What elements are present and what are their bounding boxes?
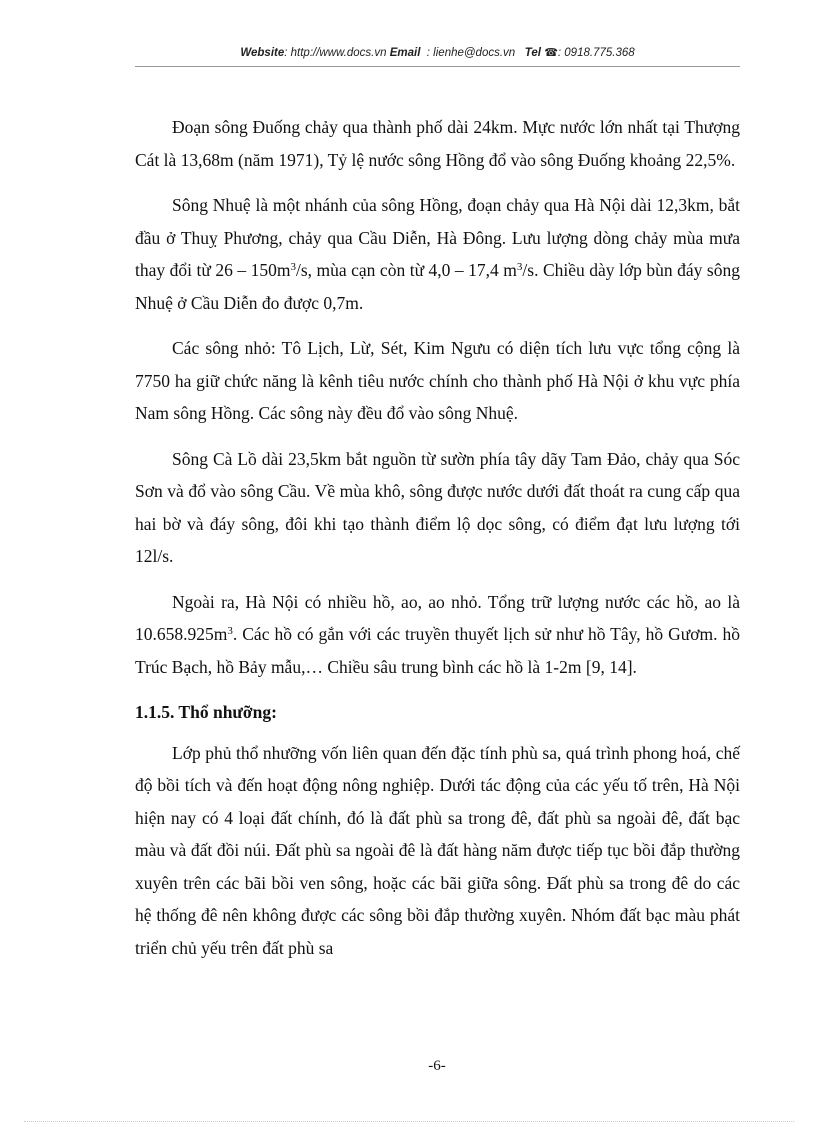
page-body <box>135 111 740 977</box>
paragraph-text: Ngoài ra, Hà Nội có nhiều hồ, ao, ao nhỏ. Tổng trữ lượng nước các hồ, ao là 10.658.925m <box>135 591 740 644</box>
superscript: 3 <box>227 625 233 637</box>
superscript: 3 <box>516 261 523 273</box>
paragraph-song-ca-lo: Sông Cà Lồ dài 23,5km bắt nguồn từ sườn phía tây dãy Tam Đảo, chảy qua Sóc Sơn và đổ vào sông Cầu. Về mùa khô, sông được nước dưới đất thoát ra cung cấp qua hai bờ và đáy sông, đôi khi tạo thành điểm lộ dọc sông, có điểm đạt lưu lượng tới 12l/s. <box>135 448 740 566</box>
tel-label: Tel <box>524 47 541 59</box>
paragraph-song-nho: Các sông nhỏ: Tô Lịch, Lừ, Sét, Kim Ngưu có diện tích lưu vực tổng cộng là 7750 ha giữ chức năng là kênh tiêu nước chính cho thành phố Hà Nội ở khu vực phía Nam sông Hồng. Các sông này đều đổ vào sông Nhuệ. <box>135 338 740 423</box>
paragraph-song-nhue <box>135 189 740 319</box>
paragraph-ho-ao <box>135 586 740 684</box>
paragraph-text: /s. Chiều dày lớp bùn đáy sông Nhuệ ở Cầu Diễn đo được 0,7m. <box>135 260 740 313</box>
paragraph-text: Sông Nhuệ là một nhánh của sông Hồng, đoạn chảy qua Hà Nội dài 12,3km, bắt đầu ở Thuỵ Phương, chảy qua Cầu Diễn, Hà Đông. Lưu lượng dòng chảy mùa mưa thay đổi từ 26 – 150m <box>135 195 740 280</box>
paragraph-text: /s, mùa cạn còn từ 4,0 – 17,4 m <box>295 260 517 280</box>
page-number: -6- <box>428 1058 446 1074</box>
section-heading: 1.1.5. Thổ nhưỡng: <box>135 702 277 722</box>
email-label: Email <box>389 47 421 59</box>
paragraph-tho-nhuong: Lớp phủ thổ nhưỡng vốn liên quan đến đặc tính phù sa, quá trình phong hoá, chế độ bồi tích và đến hoạt động nông nghiệp. Dưới tác động của các yếu tố trên, Hà Nội hiện nay có 4 loại đất chính, đó là đất phù sa trong đê, đất phù sa ngoài đê, đất bạc màu và đất đồi núi. Đất phù sa ngoài đê là đất hàng năm được tiếp tục bồi đắp thường xuyên trên các bãi bồi ven sông, hoặc các bãi giữa sông. Đất phù sa trong đê do các hệ thống đê nên không được các sông bồi đắp thường xuyên. Nhóm đất bạc màu phát triển chủ yếu trên đất phù sa <box>135 742 740 958</box>
email-value: : lienhe@docs.vn <box>426 47 516 59</box>
paragraph-text: . Các hồ có gắn với các truyền thuyết lịch sử như hồ Tây, hồ Gươm. hồ Trúc Bạch, hồ Bảy mẫu,… Chiều sâu trung bình các hồ là 1-2m [9, 14]. <box>135 624 740 677</box>
website-label: Website <box>240 47 285 59</box>
tel-value: : 0918.775.368 <box>557 47 635 59</box>
header-divider <box>135 66 740 67</box>
page-header <box>135 46 740 59</box>
telephone-icon: ☎ <box>544 47 558 59</box>
superscript: 3 <box>290 261 296 273</box>
paragraph-song-duong: Đoạn sông Đuống chảy qua thành phố dài 24km. Mực nước lớn nhất tại Thượng Cát là 13,68m (năm 1971), Tỷ lệ nước sông Hồng đổ vào sông Đuống khoảng 22,5%. <box>135 117 740 170</box>
page-bottom-border <box>24 1121 794 1122</box>
website-value: : http://www.docs.vn <box>284 47 387 59</box>
